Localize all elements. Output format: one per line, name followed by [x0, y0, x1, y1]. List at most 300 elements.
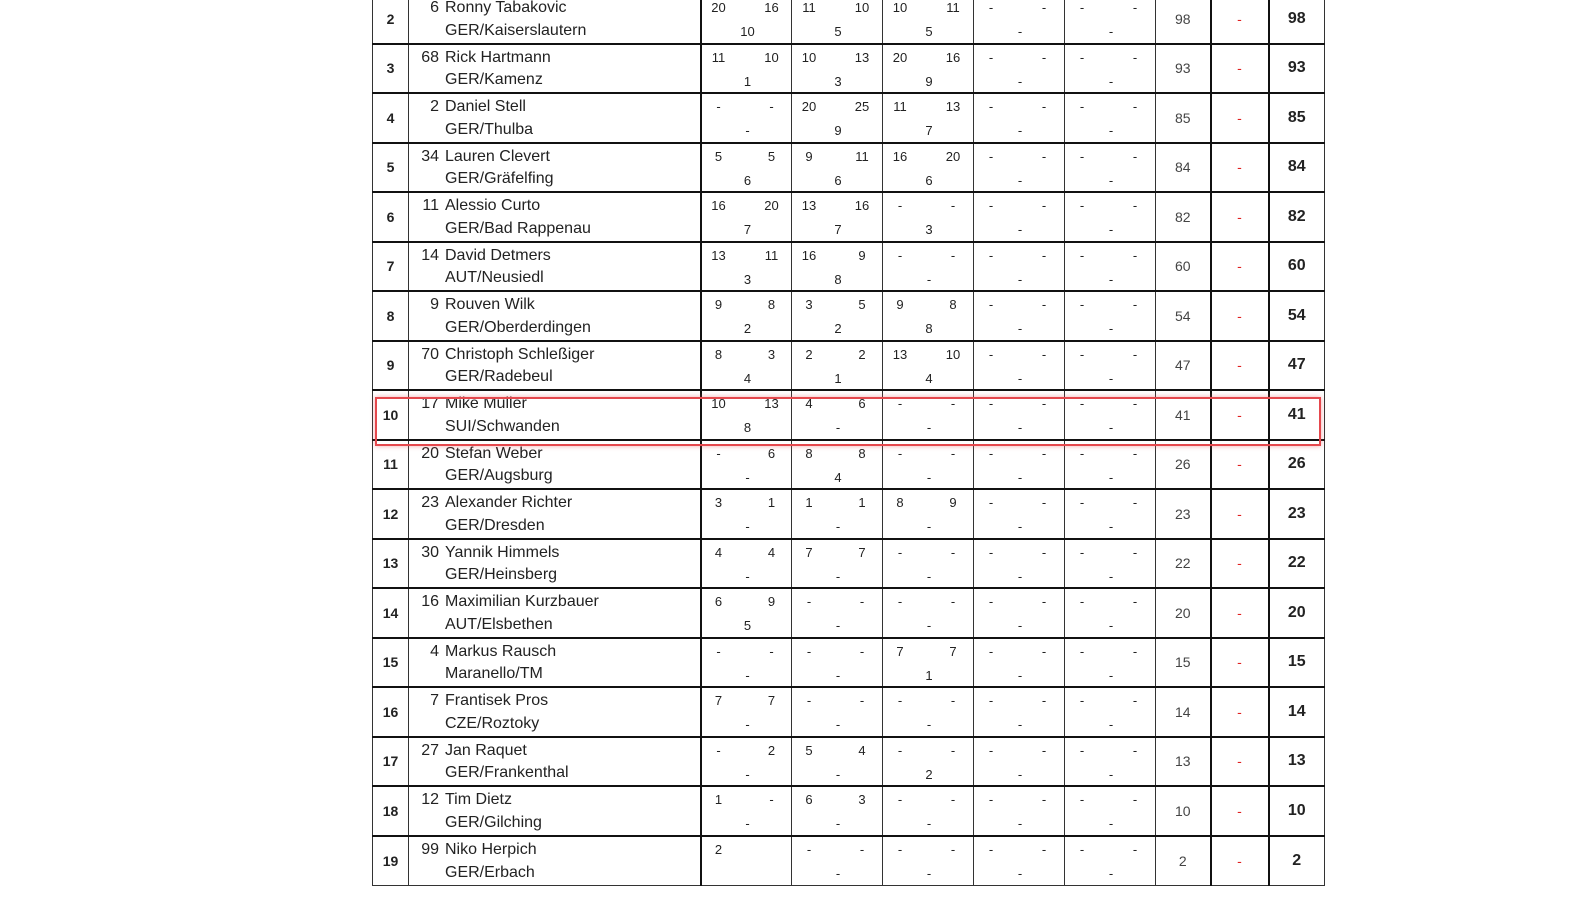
start-number: 6	[430, 0, 439, 16]
table-row-highlighted	[373, 390, 1325, 440]
heat-score-a: -	[897, 445, 903, 461]
heat-subtotal: 4	[743, 370, 752, 386]
heat-score-a: 3	[805, 297, 813, 312]
rider-info	[409, 342, 700, 390]
heat-score-b: 11	[764, 247, 779, 263]
heat-scores	[702, 391, 792, 439]
rank-cell: 11	[373, 440, 409, 490]
deduction-cell: -	[1211, 143, 1269, 193]
heat-scores	[974, 688, 1064, 736]
rider-name: David Detmers	[445, 246, 551, 264]
heat-score-a: -	[1079, 49, 1085, 65]
heat-subtotal: -	[745, 816, 750, 831]
rider-line	[409, 48, 700, 68]
rider-name: Mike Müller	[445, 395, 527, 412]
rider-name: Jan Raquet	[445, 741, 527, 759]
heat-score-b: -	[950, 594, 956, 609]
heat-subtotal: -	[1108, 667, 1114, 683]
heat-subtotal: -	[745, 519, 750, 534]
rider-line	[409, 592, 700, 612]
heat-scores	[702, 193, 792, 241]
heat-subtotal: -	[745, 123, 750, 138]
heat-score-a: -	[806, 841, 812, 857]
heat-score-a: -	[897, 792, 903, 807]
heat-cell	[974, 836, 1065, 886]
heat-score-a: -	[988, 445, 994, 461]
heat-scores	[974, 144, 1064, 192]
heat-score-a: 8	[714, 346, 723, 362]
heat-subtotal: -	[745, 717, 750, 732]
heat-subtotal: -	[1108, 717, 1114, 732]
rider-club: AUT/Neusiedl	[445, 269, 544, 286]
rider-info	[409, 94, 700, 142]
heat-score-b: -	[950, 445, 956, 461]
heat-scores	[702, 441, 792, 489]
rider-name: Rick Hartmann	[445, 48, 551, 66]
heat-score-b: 1	[858, 495, 866, 510]
heat-score-b: 7	[767, 693, 776, 708]
heat-score-b: 25	[854, 99, 870, 114]
heat-cell	[883, 737, 974, 787]
heat-score-b: -	[859, 643, 865, 659]
heat-score-a: -	[897, 693, 903, 708]
heat-scores	[974, 391, 1064, 439]
deduction-cell: -	[1211, 440, 1269, 490]
rider-club: CZE/Roztoky	[445, 714, 540, 732]
heat-cell	[1065, 638, 1156, 688]
start-number: 99	[421, 840, 439, 858]
rider-club: GER/Gilching	[445, 813, 542, 831]
rider-name: Frantisek Pros	[445, 692, 549, 709]
heat-score-a: 5	[805, 742, 813, 758]
heat-score-a: 7	[896, 643, 904, 659]
heat-subtotal: 6	[743, 172, 752, 188]
heat-scores	[792, 193, 882, 241]
heat-scores	[1065, 94, 1155, 142]
rider-info	[409, 292, 700, 340]
heat-scores	[974, 0, 1064, 43]
heat-score-a: -	[716, 445, 721, 461]
deduction-cell: -	[1211, 390, 1269, 440]
heat-scores	[1065, 837, 1155, 885]
heat-score-a: 2	[805, 346, 813, 362]
heat-score-b: 9	[858, 247, 866, 263]
heat-scores	[883, 144, 973, 192]
total-cell: 22	[1269, 539, 1325, 589]
heat-subtotal: -	[926, 568, 932, 584]
heat-scores	[1065, 391, 1155, 439]
heat-subtotal: -	[926, 717, 932, 732]
rider-cell	[409, 341, 701, 391]
heat-cell	[792, 489, 883, 539]
rider-cell	[409, 0, 701, 44]
heat-score-a: -	[1079, 841, 1085, 857]
heat-cell	[701, 0, 792, 44]
heat-cell	[701, 687, 792, 737]
heat-cell	[1065, 737, 1156, 787]
heat-scores	[792, 787, 882, 835]
heat-scores	[1065, 342, 1155, 390]
heat-scores	[974, 787, 1064, 835]
heat-subtotal: -	[1108, 618, 1114, 633]
heat-score-b: 7	[949, 643, 957, 659]
heat-scores	[1065, 639, 1155, 687]
heat-score-a: 9	[714, 297, 723, 312]
heat-score-b: -	[1132, 49, 1138, 65]
heat-scores	[883, 540, 973, 588]
heat-subtotal: 8	[834, 271, 842, 287]
rider-line	[409, 642, 700, 662]
rider-cell	[409, 588, 701, 638]
heat-subtotal: -	[835, 717, 841, 732]
rider-club: GER/Erbach	[445, 863, 535, 881]
heat-score-b: -	[769, 792, 774, 807]
sum-cell: 84	[1156, 143, 1211, 193]
start-number: 16	[421, 593, 439, 610]
deduction-cell: -	[1211, 687, 1269, 737]
rider-info	[409, 589, 700, 637]
rider-name: Rouven Wilk	[445, 296, 535, 313]
heat-cell	[1065, 390, 1156, 440]
deduction-cell: -	[1211, 93, 1269, 143]
total-cell: 85	[1269, 93, 1325, 143]
heat-score-a: 11	[893, 99, 907, 114]
heat-score-b: 9	[767, 594, 776, 609]
rider-club: Maranello/TM	[445, 665, 543, 682]
heat-score-b: -	[1132, 247, 1138, 263]
heat-score-b: -	[1132, 495, 1138, 510]
heat-subtotal: -	[1017, 370, 1023, 386]
rank-cell: 7	[373, 242, 409, 292]
rider-info	[409, 243, 700, 291]
heat-scores	[883, 391, 973, 439]
heat-cell	[1065, 0, 1156, 44]
heat-score-b: 4	[858, 742, 866, 758]
heat-cell	[1065, 341, 1156, 391]
heat-cell	[974, 341, 1065, 391]
heat-score-a: -	[988, 643, 994, 659]
start-number: 70	[421, 345, 439, 363]
rank-cell: 18	[373, 786, 409, 836]
heat-scores	[792, 94, 882, 142]
deduction-cell: -	[1211, 638, 1269, 688]
start-number: 2	[430, 98, 439, 115]
rider-club: GER/Thulba	[445, 120, 534, 138]
rank-cell: 10	[373, 390, 409, 440]
heat-scores	[974, 45, 1064, 93]
heat-subtotal: -	[1108, 222, 1114, 237]
heat-score-b: -	[1041, 148, 1047, 164]
heat-score-b: 3	[858, 792, 866, 807]
rank-cell: 17	[373, 737, 409, 787]
total-cell: 23	[1269, 489, 1325, 539]
heat-subtotal: 10	[740, 24, 755, 39]
heat-scores	[702, 837, 792, 885]
heat-cell	[1065, 687, 1156, 737]
rider-name: Lauren Clevert	[445, 147, 550, 165]
heat-score-b: 13	[764, 396, 779, 411]
heat-cell	[792, 440, 883, 490]
heat-score-b: -	[859, 841, 865, 857]
sum-cell: 14	[1156, 687, 1211, 737]
heat-subtotal: 3	[925, 222, 933, 237]
heat-cell	[974, 687, 1065, 737]
heat-cell	[1065, 291, 1156, 341]
heat-scores	[792, 738, 882, 786]
heat-subtotal: -	[1108, 469, 1114, 485]
heat-cell	[883, 638, 974, 688]
heat-scores	[702, 292, 792, 340]
heat-score-b: 8	[767, 297, 776, 312]
heat-subtotal: -	[926, 469, 932, 485]
heat-cell	[701, 588, 792, 638]
heat-score-a: -	[1079, 544, 1085, 560]
heat-scores	[974, 589, 1064, 637]
heat-score-b: 7	[858, 544, 866, 560]
rider-line	[409, 444, 700, 464]
heat-score-b: -	[1132, 693, 1138, 708]
heat-cell	[701, 44, 792, 94]
heat-score-b: 5	[858, 297, 866, 312]
heat-cell	[701, 291, 792, 341]
heat-subtotal: -	[1017, 24, 1023, 39]
heat-score-a: 16	[711, 198, 726, 213]
heat-scores	[1065, 45, 1155, 93]
rider-club: SUI/Schwanden	[445, 417, 560, 435]
heat-score-b: -	[859, 594, 865, 609]
heat-score-a: -	[988, 148, 994, 164]
rider-club: GER/Gräfelfing	[445, 170, 554, 187]
heat-cell	[883, 143, 974, 193]
rider-name: Ronny Tabakovic	[445, 0, 567, 16]
rider-club: GER/Bad Rappenau	[445, 219, 591, 237]
deduction-cell: -	[1211, 192, 1269, 242]
heat-score-b: -	[1041, 297, 1047, 312]
heat-score-a: 11	[802, 0, 816, 15]
heat-scores	[1065, 787, 1155, 835]
heat-score-a: -	[1079, 495, 1085, 510]
heat-cell	[701, 93, 792, 143]
table-row	[373, 440, 1325, 490]
sum-cell: 93	[1156, 44, 1211, 94]
rank-cell: 2	[373, 0, 409, 44]
heat-score-a: -	[988, 0, 994, 15]
heat-subtotal: -	[745, 766, 750, 782]
table-row	[373, 786, 1325, 836]
rider-name: Alessio Curto	[445, 197, 541, 214]
heat-cell	[792, 836, 883, 886]
heat-score-a: -	[1079, 693, 1085, 708]
heat-subtotal: -	[1017, 766, 1023, 782]
start-number: 12	[421, 791, 439, 808]
table-row	[373, 588, 1325, 638]
heat-score-b: -	[1132, 445, 1138, 461]
heat-score-b: 11	[855, 148, 869, 164]
heat-cell	[701, 836, 792, 886]
heat-score-b: -	[1132, 99, 1138, 114]
deduction-cell: -	[1211, 737, 1269, 787]
heat-score-a: -	[988, 247, 994, 263]
heat-subtotal: -	[1108, 865, 1114, 881]
heat-score-b: 1	[767, 495, 776, 510]
rank-cell: 16	[373, 687, 409, 737]
heat-score-a: 13	[892, 346, 908, 362]
heat-subtotal: -	[926, 816, 932, 831]
heat-score-b: 13	[854, 49, 870, 65]
sum-cell: 82	[1156, 192, 1211, 242]
rider-info	[409, 787, 700, 835]
heat-score-b: -	[950, 693, 956, 708]
heat-cell	[883, 341, 974, 391]
heat-score-b: -	[1132, 594, 1138, 609]
heat-score-b: -	[1132, 297, 1138, 312]
rider-club: GER/Frankenthal	[445, 764, 569, 781]
heat-scores	[974, 540, 1064, 588]
heat-cell	[792, 638, 883, 688]
heat-cell	[883, 44, 974, 94]
heat-score-a: -	[716, 742, 721, 758]
heat-score-a: 13	[711, 247, 726, 263]
heat-cell	[883, 242, 974, 292]
heat-score-b: -	[1132, 544, 1138, 560]
sum-cell: 98	[1156, 0, 1211, 44]
heat-subtotal: 5	[743, 618, 752, 633]
rider-line	[409, 790, 700, 810]
heat-scores	[792, 490, 882, 538]
total-cell: 14	[1269, 687, 1325, 737]
heat-subtotal: -	[1108, 766, 1114, 782]
heat-score-a: 9	[805, 148, 813, 164]
heat-subtotal: -	[926, 271, 932, 287]
rider-cell	[409, 143, 701, 193]
heat-score-a: -	[806, 693, 812, 708]
heat-scores	[792, 0, 882, 43]
heat-cell	[1065, 836, 1156, 886]
rider-line	[409, 295, 700, 315]
heat-subtotal: -	[1017, 667, 1023, 683]
heat-cell	[974, 440, 1065, 490]
rider-cell	[409, 440, 701, 490]
rider-club: GER/Dresden	[445, 516, 545, 534]
heat-scores	[974, 490, 1064, 538]
heat-score-a: -	[897, 396, 903, 411]
start-number: 30	[421, 543, 439, 561]
rider-club: GER/Radebeul	[445, 368, 553, 385]
heat-subtotal: 8	[925, 321, 933, 336]
heat-scores	[792, 639, 882, 687]
heat-scores	[883, 342, 973, 390]
heat-scores	[883, 837, 973, 885]
rider-cell	[409, 638, 701, 688]
heat-scores	[702, 688, 792, 736]
heat-cell	[792, 44, 883, 94]
start-number: 11	[422, 197, 439, 214]
rider-info	[409, 0, 700, 43]
table-row	[373, 291, 1325, 341]
heat-cell	[883, 192, 974, 242]
heat-scores	[974, 342, 1064, 390]
heat-score-a: -	[988, 841, 994, 857]
start-number: 17	[421, 395, 439, 412]
heat-scores	[883, 787, 973, 835]
heat-cell	[1065, 786, 1156, 836]
heat-subtotal: 4	[925, 370, 933, 386]
rider-name: Yannik Himmels	[445, 543, 560, 561]
table-row	[373, 242, 1325, 292]
total-cell: 41	[1269, 390, 1325, 440]
heat-score-a: -	[716, 99, 721, 114]
heat-score-b: -	[1041, 544, 1047, 560]
heat-scores	[883, 441, 973, 489]
heat-subtotal: -	[1017, 123, 1023, 138]
rider-line	[409, 394, 700, 414]
heat-subtotal: 2	[925, 766, 933, 782]
table-row	[373, 836, 1325, 886]
rider-name: Tim Dietz	[445, 791, 512, 808]
heat-subtotal: -	[1108, 321, 1114, 336]
heat-cell	[1065, 440, 1156, 490]
heat-cell	[883, 489, 974, 539]
heat-scores	[702, 144, 792, 192]
heat-scores	[1065, 0, 1155, 43]
deduction-cell: -	[1211, 242, 1269, 292]
heat-scores	[702, 490, 792, 538]
heat-score-b: -	[1041, 247, 1047, 263]
heat-subtotal: 8	[743, 420, 752, 435]
heat-score-b: 6	[858, 396, 866, 411]
heat-cell	[974, 539, 1065, 589]
table-row	[373, 93, 1325, 143]
heat-cell	[792, 242, 883, 292]
heat-subtotal: -	[926, 865, 932, 881]
heat-subtotal: -	[1017, 321, 1023, 336]
heat-cell	[974, 0, 1065, 44]
heat-subtotal: 3	[834, 73, 842, 89]
heat-score-b: -	[1041, 742, 1047, 758]
heat-scores	[792, 540, 882, 588]
rider-info	[409, 639, 700, 687]
deduction-cell: -	[1211, 539, 1269, 589]
heat-score-b: -	[1041, 495, 1047, 510]
rider-cell	[409, 687, 701, 737]
heat-score-a: -	[988, 495, 994, 510]
sum-cell: 54	[1156, 291, 1211, 341]
heat-cell	[883, 390, 974, 440]
heat-score-b: 20	[764, 198, 779, 213]
heat-cell	[792, 390, 883, 440]
heat-score-b: -	[1132, 643, 1138, 659]
rider-info	[409, 441, 700, 489]
heat-subtotal: -	[1017, 519, 1023, 534]
heat-score-b: 16	[764, 0, 779, 15]
heat-score-a: -	[988, 49, 994, 65]
heat-scores	[1065, 292, 1155, 340]
heat-cell	[792, 93, 883, 143]
rider-info	[409, 144, 700, 192]
rider-name: Alexander Richter	[445, 494, 573, 511]
heat-scores	[974, 837, 1064, 885]
start-number: 27	[421, 741, 439, 759]
rider-name: Daniel Stell	[445, 98, 526, 115]
heat-scores	[702, 738, 792, 786]
heat-cell	[974, 93, 1065, 143]
rank-cell: 5	[373, 143, 409, 193]
heat-subtotal: -	[1017, 568, 1023, 584]
heat-subtotal: -	[1017, 222, 1023, 237]
heat-score-a: -	[1079, 445, 1085, 461]
heat-cell	[1065, 93, 1156, 143]
heat-score-a: -	[1079, 792, 1085, 807]
